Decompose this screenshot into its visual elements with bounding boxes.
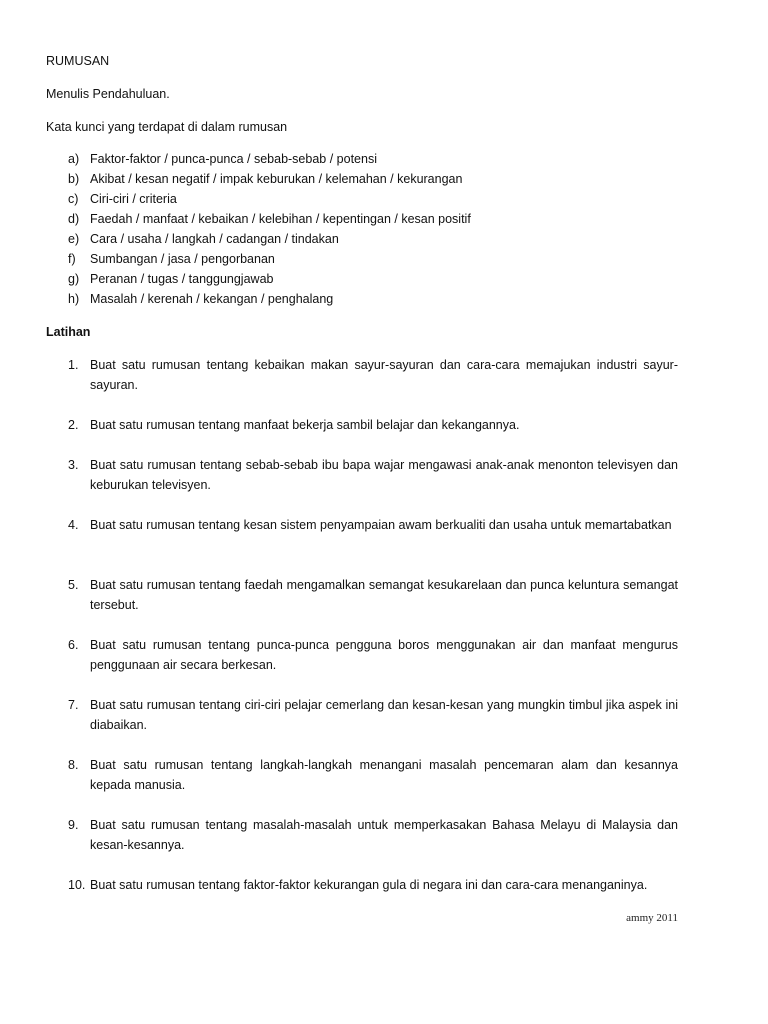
exercise-item <box>68 415 678 435</box>
keyword-marker: c) <box>68 192 79 206</box>
keyword-marker: g) <box>68 272 80 286</box>
keyword-marker: e) <box>68 232 80 246</box>
exercise-number: 8. <box>68 758 79 772</box>
exercise-text: Buat satu rumusan tentang faedah mengamalkan semangat kesukarelaan dan punca keluntura semangat tersebut. <box>90 578 678 612</box>
exercise-text: Buat satu rumusan tentang ciri-ciri pelajar cemerlang dan kesan-kesan yang mungkin timbul jika aspek ini diabaikan. <box>90 698 678 732</box>
exercise-item <box>68 875 678 895</box>
exercise-number: 7. <box>68 698 79 712</box>
keyword-text: Ciri-ciri / criteria <box>90 192 177 206</box>
exercise-number: 2. <box>68 418 79 432</box>
exercise-number: 4. <box>68 518 79 532</box>
exercise-item <box>68 695 678 735</box>
document-heading: RUMUSAN <box>46 54 110 68</box>
exercise-text: Buat satu rumusan tentang sebab-sebab ibu bapa wajar mengawasi anak-anak menonton televisyen dan keburukan televisyen. <box>90 458 678 492</box>
exercise-text: Buat satu rumusan tentang kesan sistem penyampaian awam berkualiti dan usaha untuk memartabatkan <box>90 518 672 532</box>
exercise-item <box>68 635 678 675</box>
keyword-text: Sumbangan / jasa / pengorbanan <box>90 252 275 266</box>
exercise-item <box>68 755 678 795</box>
exercise-text: Buat satu rumusan tentang manfaat bekerja sambil belajar dan kekangannya. <box>90 418 520 432</box>
keywords-intro: Kata kunci yang terdapat di dalam rumusan <box>46 120 288 134</box>
keyword-text: Akibat / kesan negatif / impak keburukan / kelemahan / kekurangan <box>90 172 463 186</box>
keyword-item <box>68 269 708 289</box>
keyword-marker: f) <box>68 252 76 266</box>
keyword-marker: b) <box>68 172 80 186</box>
exercise-number: 5. <box>68 578 79 592</box>
keyword-item <box>68 229 708 249</box>
exercise-item <box>68 455 678 495</box>
keyword-text: Faktor-faktor / punca-punca / sebab-sebab / potensi <box>90 152 377 166</box>
exercise-number: 3. <box>68 458 79 472</box>
exercise-number: 10. <box>68 878 86 892</box>
keyword-text: Peranan / tugas / tanggungjawab <box>90 272 274 286</box>
document-subheading: Menulis Pendahuluan. <box>46 87 170 101</box>
exercise-item <box>68 355 678 395</box>
keyword-item <box>68 149 708 169</box>
keyword-item <box>68 249 708 269</box>
keyword-item <box>68 289 708 309</box>
keyword-marker: d) <box>68 212 80 226</box>
keyword-marker: h) <box>68 292 80 306</box>
author-signature: ammy 2011 <box>626 912 678 924</box>
exercise-number: 6. <box>68 638 79 652</box>
exercise-text: Buat satu rumusan tentang langkah-langkah menangani masalah pencemaran alam dan kesannya kepada manusia. <box>90 758 678 792</box>
keyword-text: Masalah / kerenah / kekangan / penghalang <box>90 292 334 306</box>
exercise-text: Buat satu rumusan tentang kebaikan makan sayur-sayuran dan cara-cara memajukan industri sayur-sayuran. <box>90 358 678 392</box>
exercise-text: Buat satu rumusan tentang punca-punca pengguna boros menggunakan air dan manfaat mengurus penggunaan air secara berkesan. <box>90 638 678 672</box>
exercise-text: Buat satu rumusan tentang faktor-faktor kekurangan gula di negara ini dan cara-cara menanganinya. <box>90 878 648 892</box>
exercise-heading: Latihan <box>46 325 91 339</box>
keyword-item <box>68 209 708 229</box>
keyword-item <box>68 189 708 209</box>
keyword-item <box>68 169 708 189</box>
keyword-marker: a) <box>68 152 80 166</box>
exercise-item <box>68 815 678 855</box>
keyword-text: Cara / usaha / langkah / cadangan / tindakan <box>90 232 339 246</box>
keyword-text: Faedah / manfaat / kebaikan / kelebihan / kepentingan / kesan positif <box>90 212 471 226</box>
exercise-text: Buat satu rumusan tentang masalah-masalah untuk memperkasakan Bahasa Melayu di Malaysia dan kesan-kesannya. <box>90 818 678 852</box>
exercise-item <box>68 575 678 615</box>
exercise-number: 9. <box>68 818 79 832</box>
exercise-item <box>68 515 678 535</box>
exercise-number: 1. <box>68 358 79 372</box>
